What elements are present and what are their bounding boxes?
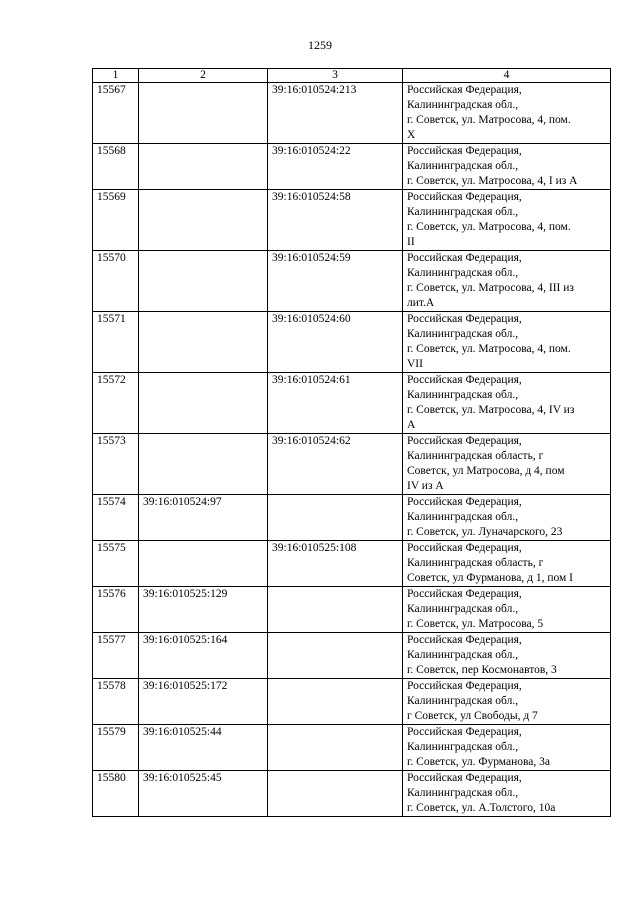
address-line: г. Советск, ул. Луначарского, 23 [407, 526, 563, 538]
cadastral-number-col3-cell: 39:16:010524:22 [268, 144, 403, 190]
cadastral-number-col3-cell [268, 725, 403, 771]
cadastral-number-col3-cell [268, 771, 403, 817]
address-line: Советск, ул Фурманова, д 1, пом I [407, 572, 573, 584]
table-row [93, 679, 611, 725]
address-line: Калининградская обл., [407, 99, 519, 111]
table-row [93, 541, 611, 587]
address-line: г Советск, ул Свободы, д 7 [407, 710, 538, 722]
row-number-cell: 15577 [93, 633, 139, 679]
table-row [93, 190, 611, 251]
row-number-cell: 15568 [93, 144, 139, 190]
address-line: Российская Федерация, [407, 634, 522, 646]
table-row [93, 144, 611, 190]
address-line: Калининградская обл., [407, 328, 519, 340]
cadastral-number-col3-cell: 39:16:010524:60 [268, 312, 403, 373]
cadastral-number-col3-cell: 39:16:010524:58 [268, 190, 403, 251]
address-cell [403, 633, 611, 679]
address-line: Калининградская обл., [407, 695, 519, 707]
address-line: Российская Федерация, [407, 313, 522, 325]
row-number-cell: 15572 [93, 373, 139, 434]
address-line: Калининградская область, г [407, 450, 544, 462]
address-line: Калининградская обл., [407, 160, 519, 172]
row-number-cell: 15570 [93, 251, 139, 312]
cadastral-number-col2-cell [139, 541, 268, 587]
column-header-3: 3 [268, 69, 403, 83]
table-row [93, 251, 611, 312]
table-row [93, 495, 611, 541]
row-number-cell: 15571 [93, 312, 139, 373]
cadastral-number-col2-cell: 39:16:010524:97 [139, 495, 268, 541]
address-line: лит.А [407, 297, 435, 309]
table-header-row [93, 69, 611, 83]
address-line: X [407, 129, 416, 141]
address-line: г. Советск, пер Космонавтов, 3 [407, 664, 557, 676]
cadastral-number-col3-cell: 39:16:010524:61 [268, 373, 403, 434]
address-line: Российская Федерация, [407, 374, 522, 386]
address-line: Советск, ул Матросова, д 4, пом [407, 465, 565, 477]
row-number-cell: 15576 [93, 587, 139, 633]
page-number: 1259 [308, 38, 332, 52]
address-line: г. Советск, ул. Матросова, 4, пом. [407, 114, 571, 126]
table-row [93, 725, 611, 771]
table-row [93, 312, 611, 373]
table-row [93, 587, 611, 633]
address-cell [403, 495, 611, 541]
address-line: Калининградская обл., [407, 267, 519, 279]
cadastral-number-col2-cell [139, 373, 268, 434]
cadastral-number-col2-cell: 39:16:010525:44 [139, 725, 268, 771]
address-line: Российская Федерация, [407, 542, 522, 554]
address-line: г. Советск, ул. Матросова, 4, пом. [407, 221, 571, 233]
address-line: г. Советск, ул. Матросова, 5 [407, 618, 544, 630]
cadastral-number-col2-cell: 39:16:010525:129 [139, 587, 268, 633]
address-line: Российская Федерация, [407, 191, 522, 203]
address-cell [403, 679, 611, 725]
row-number-cell: 15573 [93, 434, 139, 495]
address-cell [403, 771, 611, 817]
address-line: Калининградская область, г [407, 557, 544, 569]
cadastral-number-col2-cell [139, 83, 268, 144]
cadastral-number-col2-cell: 39:16:010525:164 [139, 633, 268, 679]
row-number-cell: 15574 [93, 495, 139, 541]
column-header-4: 4 [403, 69, 611, 83]
cadastral-number-col2-cell [139, 312, 268, 373]
table-row [93, 373, 611, 434]
address-line: VII [407, 358, 423, 370]
address-cell [403, 144, 611, 190]
cadastral-number-col2-cell: 39:16:010525:45 [139, 771, 268, 817]
address-cell [403, 373, 611, 434]
address-line: г. Советск, ул. Матросова, 4, пом. [407, 343, 571, 355]
address-cell [403, 725, 611, 771]
cadastral-number-col2-cell [139, 434, 268, 495]
cadastral-number-col3-cell [268, 633, 403, 679]
address-cell [403, 434, 611, 495]
address-line: Калининградская обл., [407, 787, 519, 799]
address-line: Калининградская обл., [407, 206, 519, 218]
address-line: Калининградская обл., [407, 389, 519, 401]
row-number-cell: 15575 [93, 541, 139, 587]
address-cell [403, 83, 611, 144]
address-line: Российская Федерация, [407, 435, 522, 447]
address-cell [403, 312, 611, 373]
cadastral-number-col3-cell: 39:16:010525:108 [268, 541, 403, 587]
address-line: Калининградская обл., [407, 741, 519, 753]
address-line: Российская Федерация, [407, 772, 522, 784]
address-cell [403, 541, 611, 587]
address-line: Калининградская обл., [407, 649, 519, 661]
cadastral-number-col3-cell [268, 495, 403, 541]
address-line: Российская Федерация, [407, 680, 522, 692]
table-row [93, 633, 611, 679]
table-row [93, 434, 611, 495]
table-row [93, 83, 611, 144]
address-line: Калининградская обл., [407, 603, 519, 615]
row-number-cell: 15578 [93, 679, 139, 725]
address-line: Российская Федерация, [407, 726, 522, 738]
cadastral-number-col3-cell: 39:16:010524:59 [268, 251, 403, 312]
cadastral-number-col3-cell: 39:16:010524:213 [268, 83, 403, 144]
address-line: г. Советск, ул. Матросова, 4, III из [407, 282, 574, 294]
address-line: Российская Федерация, [407, 496, 522, 508]
column-header-1: 1 [93, 69, 139, 83]
row-number-cell: 15580 [93, 771, 139, 817]
row-number-cell: 15579 [93, 725, 139, 771]
table-row [93, 771, 611, 817]
address-line: г. Советск, ул. Матросова, 4, I из А [407, 175, 578, 187]
address-line: г. Советск, ул. Матросова, 4, IV из [407, 404, 575, 416]
cadastral-number-col2-cell [139, 144, 268, 190]
row-number-cell: 15567 [93, 83, 139, 144]
address-line: Российская Федерация, [407, 252, 522, 264]
address-line: А [407, 419, 416, 431]
cadastral-number-col3-cell: 39:16:010524:62 [268, 434, 403, 495]
registry-table [92, 68, 611, 817]
cadastral-number-col2-cell [139, 251, 268, 312]
address-cell [403, 251, 611, 312]
address-line: IV из А [407, 480, 444, 492]
column-header-2: 2 [139, 69, 268, 83]
address-line: Калининградская обл., [407, 511, 519, 523]
address-line: Российская Федерация, [407, 84, 522, 96]
cadastral-number-col3-cell [268, 679, 403, 725]
row-number-cell: 15569 [93, 190, 139, 251]
cadastral-number-col2-cell [139, 190, 268, 251]
address-line: II [407, 236, 415, 248]
address-line: г. Советск, ул. А.Толстого, 10а [407, 802, 556, 814]
address-line: Российская Федерация, [407, 588, 522, 600]
cadastral-number-col3-cell [268, 587, 403, 633]
table-body [93, 83, 611, 817]
address-cell [403, 190, 611, 251]
address-line: Российская Федерация, [407, 145, 522, 157]
address-cell [403, 587, 611, 633]
address-line: г. Советск, ул. Фурманова, 3а [407, 756, 551, 768]
cadastral-number-col2-cell: 39:16:010525:172 [139, 679, 268, 725]
